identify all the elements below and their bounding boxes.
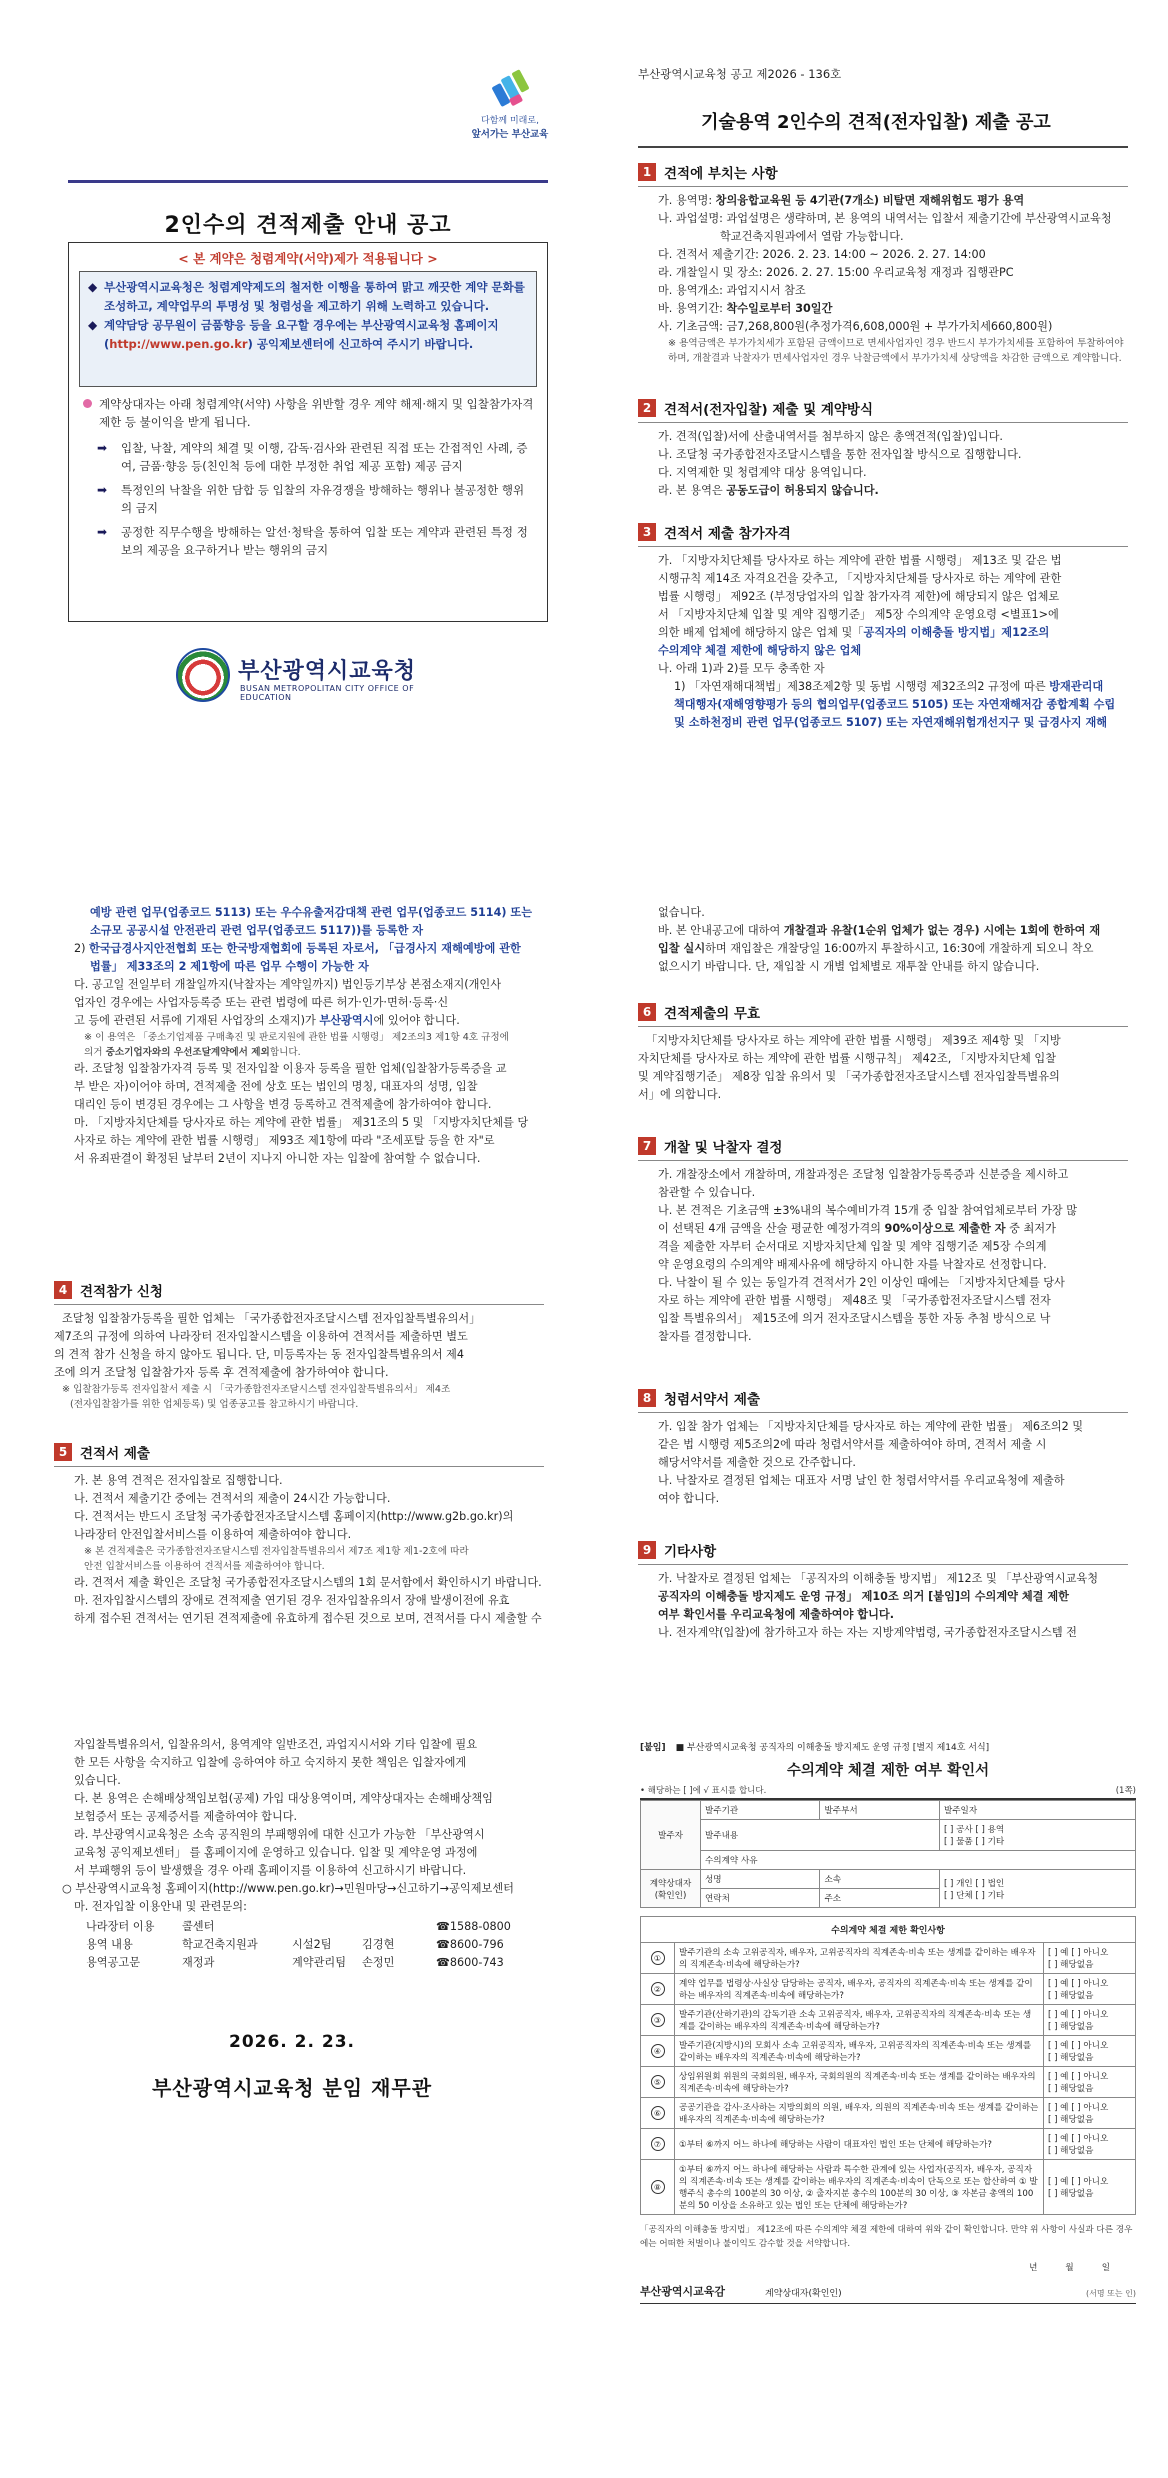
section-9 [638,1540,1128,1642]
s6-line: 서」에 의합니다. [638,1088,722,1101]
checklist-options[interactable]: [ ] 예 [ ] 아니오 [ ] 해당없음 [1044,1943,1136,1974]
s3-item-da: 다. 공고일 전일부터 개찰일까지(낙찰자는 계약일까지) 법인등기부상 본점소재지(개인사 [74,978,502,991]
s3-line: 법률」 제33조의 2 제1항에 따른 업무 수행이 가능한 자 [90,960,369,973]
section-title: 개찰 및 낙찰자 결정 [664,1140,783,1156]
task-description: 나. 과업설명: 과업설명은 생략하며, 본 용역의 내역서는 입찰서 제출기간에 부산광역시교육청 [658,212,1112,225]
checklist-row: ② 계약 업무를 법령상·사실상 담당하는 공직자, 배우자, 공직자의 직계존속·비속 또는 생계를 같이하는 배우자의 직계존속·비속에 해당하는가? [ ] 예 [ ] 아니오 [ ] 해당없음 [641,1974,1136,2005]
s7-line: 나. 본 견적은 기초금액 ±3%내의 복수예비가격 15개 중 입찰 참여업체로부터 가장 많 [658,1204,1078,1217]
s6-line: 「지방자치단체를 당사자로 하는 계약에 관한 법률 시행령」 제39조 제4항 및 「지방 [646,1034,1061,1047]
attachment-tag: [붙임] [640,1743,666,1753]
cover-title: 2인수의 견적제출 안내 공고 [164,213,452,238]
s9-line: 여부 확인서를 우리교육청에 제출하여야 합니다. [658,1608,894,1621]
s9-line: 한 모든 사항을 숙지하고 입찰에 응하여야 하고 숙지하지 못한 책임은 입찰자에게 [74,1756,467,1769]
pledge-lead: 계약상대자는 아래 청렴계약(서약) 사항을 위반할 경우 계약 해제·해지 및 입찰참가자격 제한 등 불이익을 받게 됩니다. [83,395,535,431]
s9-item-da: 보험증서 또는 공제증서를 제출하여야 합니다. [74,1810,298,1823]
contractor-label: 계약상대자 (확인인) [641,1870,701,1908]
checklist-row: ⑧ ①부터 ⑥까지 어느 하나에 해당하는 사람과 특수한 관계에 있는 사업자(공직자, 배우자, 공직자의 직계존속·비속 또는 생계를 같이하는 배우자의 직계존속·비속이 단독으로 또는 합산하여 ① 발행주식 총수의 100분의 30 이상, ② 출자지분 총수의 100분의 30 이상, ③ 자본금 총액의 100분의 50 이상을 소유하고 있는 법인 또는 단체에 해당하는가? [ ] 예 [ ] 아니오 [ ] 해당없음 [641,2160,1136,2215]
s3-line: 의한 배제 업체에 해당하지 않은 업체 및「공직자의 이해충돌 방지법」제12조의 [658,626,1050,639]
s3-line: 시행규칙 제14조 자격요건을 갖추고, 「지방자치단체를 당사자로 하는 계약에 관한 [658,572,1062,585]
s9-item-da: 다. 본 용역은 손해배상책임보험(공제) 가입 대상용역이며, 계약상대자는 손해배상책임 [74,1792,493,1805]
s8-line: 여야 합니다. [658,1492,720,1505]
checklist-row: ① 발주기관의 소속 고위공직자, 배우자, 고위공직자의 직계존속·비속 또는 생계를 같이하는 배우자의 직계존속·비속에 해당하는가? [ ] 예 [ ] 아니오 [ ] 해당없음 [641,1943,1136,1974]
contact-row: 용역공고문 재정과 계약관리팀 손정민 ☎8600-743 [86,1956,504,1969]
arrow-bullet-icon: ➡ [97,525,108,539]
field-orderer-agency[interactable]: 발주기관 [701,1801,820,1820]
s2-item-da: 다. 지역제한 및 청렴계약 대상 용역입니다. [658,466,867,479]
s7-line: 참관할 수 있습니다. [658,1186,756,1199]
s3-line: 나. 아래 1)과 2)를 모두 충족한 자 [658,662,825,675]
section-7 [638,1136,1128,1346]
s6-line: 및 계약집행기준」 제8장 입찰 유의서 및 「국가종합전자조달시스템 전자입찰특별유의 [638,1070,1060,1083]
section-6 [638,1002,1128,1104]
checklist-options[interactable]: [ ] 예 [ ] 아니오 [ ] 해당없음 [1044,2067,1136,2098]
slogan-mark-icon [490,66,530,110]
section-title: 견적에 부치는 사항 [664,166,778,182]
contact-table [86,1918,511,1972]
section-title: 청렴서약서 제출 [664,1392,760,1408]
s3-line: 책대행자(재해영향평가 등의 협의업무(업종코드 5105) 또는 자연재해저감 종합계획 수립 [674,698,1116,711]
s3-item-ra: 대리인 등이 변경된 경우에는 그 사항을 변경 등록하고 견적제출에 참가하여야 합니다. [74,1098,492,1111]
s3-line: 소규모 공공시설 안전관리 관련 업무(업종코드 5117))를 등록한 자 [90,924,424,937]
vat-note-cont: 하며, 개찰결과 낙찰자가 면세사업자인 경우 낙찰금액에서 부가가치세 상당액을 차감한 금액으로 계약합니다. [668,353,1122,364]
s8-line: 나. 낙찰자로 결정된 업체는 대표자 서명 날인 한 청렴서약서를 우리교육청에 제출하 [658,1474,1065,1487]
s3-line: 법률 시행령」 제92조 (부정당업자의 입찰 참가자격 제한)에 해당되지 않은 업체로 [658,590,1060,603]
s4-line: 제7조의 규정에 의하여 나라장터 전자입찰시스템을 이용하여 견적서를 제출하면 별도 [54,1330,468,1343]
checklist-row: ⑦ ①부터 ⑥까지 어느 하나에 해당하는 사람이 대표자인 법인 또는 단체에 해당하는가? [ ] 예 [ ] 아니오 [ ] 해당없음 [641,2129,1136,2160]
section-number: 5 [54,1443,72,1461]
s7-line: 이 선택된 4개 금액을 산술 평균한 예정가격의 90%이상으로 제출한 자 중 최저가 [658,1222,1056,1235]
form-signature [640,2283,1136,2304]
sme-note: ※ 이 용역은 「중소기업제품 구매촉진 및 판로지원에 관한 법률 시행령」 제2조의3 제1항 4호 규정에 [84,1032,509,1043]
field-contractor-affiliation[interactable]: 소속 [820,1870,939,1889]
section-8 [638,1388,1128,1508]
section-number: 1 [638,163,656,181]
checklist-options[interactable]: [ ] 예 [ ] 아니오 [ ] 해당없음 [1044,2129,1136,2160]
s9-item-ra: 서 부패행위 등이 발생했을 경우 아래 홈페이지를 이용하여 신고하시기 바랍니다. [74,1864,467,1877]
s5-line: 마. 전자입찰시스템의 장애로 견적제출 연기된 경우 전자입찰유의서 장애 발생이전에 유효 [74,1594,510,1607]
checklist-title: 수의계약 체결 제한 확인사항 [641,1917,1136,1943]
field-order-content[interactable]: 발주내용 [701,1820,940,1851]
signatory: 부산광역시교육청 분임 재무관 [151,2076,433,2100]
s3-item-ra: 라. 조달청 입찰참가자격 등록 및 전자입찰 이용자 등록을 필한 업체(입찰참가등록증을 교 [74,1062,507,1075]
form-addressee: 부산광역시교육감 [640,2285,726,2298]
s4-note: (전자입찰참가를 위한 업체등록) 및 업종공고를 참고하시기 바랍니다. [70,1399,359,1410]
confirmation-form [640,1740,1136,2304]
notice-paragraph-2: ◆ 계약담당 공무원이 금품향응 등을 요구할 경우에는 부산광역시교육청 홈페이지(http://www.pen.go.kr) 공익제보센터에 신고하여 주시기 바랍니다. [88,318,499,351]
announcement-title: 기술용역 2인수의 견적(전자입찰) 제출 공고 [701,112,1051,133]
section-3 [638,522,1128,732]
s7-line: 찰자를 결정합니다. [658,1330,752,1343]
s3-item-ma: 서 유죄판결이 확정된 날부터 2년이 지나지 아니한 자는 입찰에 참여할 수 없습니다. [74,1152,481,1165]
form-date[interactable]: 년 월 일 [1029,2263,1110,2273]
s3-line: 및 소하천정비 관련 업무(업종코드 5107) 또는 자연재해위험개선지구 및 급경사지 재해 [674,716,1108,729]
section-number: 6 [638,1003,656,1021]
s5-line: 나. 견적서 제출기간 중에는 견적서의 제출이 24시간 가능합니다. [74,1492,391,1505]
s5-line: 나라장터 안전입찰서비스를 이용하여 제출하여야 합니다. [74,1528,352,1541]
section-2 [638,398,1128,500]
announcement-page-2-left [0,860,584,1680]
section-1 [638,162,1128,366]
title-divider [638,146,1128,148]
s9-item-ma: 마. 전자입찰 이용안내 및 관련문의: [74,1900,247,1913]
s5-note: ※ 본 견적제출은 국가종합전자조달시스템 전자입찰특별유의서 제7조 제1항 제1-2호에 따라 [84,1546,469,1557]
section-number: 3 [638,523,656,541]
field-orderer-dept[interactable]: 발주부서 [820,1801,939,1820]
vat-note: ※ 용역금액은 부가가치세가 포함된 금액이므로 면세사업자인 경우 반드시 부가가치세를 포함하여 투찰하여야 [668,338,1124,349]
s3-item-da: 고 등에 관련된 서류에 기재된 사업장의 소재지)가 부산광역시에 있어야 합니다. [74,1014,460,1027]
form-title: 수의계약 체결 제한 여부 확인서 [786,1763,990,1779]
s8-line: 가. 입찰 참가 업체는 「지방자치단체를 당사자로 하는 계약에 관한 법률」 제6조의2 및 [658,1420,1084,1433]
s5-line: 하게 접수된 견적서는 연기된 견적제출에 유효하게 접수된 것으로 보며, 견적서를 다시 제출할 수 [74,1612,542,1625]
service-locations: 마. 용역개소: 과업지시서 참조 [658,284,806,297]
checklist-options[interactable]: [ ] 예 [ ] 아니오 [ ] 해당없음 [1044,1974,1136,2005]
checklist-options[interactable]: [ ] 예 [ ] 아니오 [ ] 해당없음 [1044,2098,1136,2129]
form-regulation: ■ 부산광역시교육청 공직자의 이해충돌 방지제도 운영 규정 [별지 제14호 서식] [675,1743,990,1753]
form-signer: 계약상대자(확인인) [765,2289,842,2299]
cover-page [0,0,584,860]
s5-item-ba: 없으시기 바랍니다. 단, 재입찰 시 개별 업체별로 재투찰 안내를 하지 않습니다. [658,960,1040,973]
s6-line: 자치단체를 당사자로 하는 계약에 관한 법률 시행규칙」 제42조, 「지방자치단체 입찰 [638,1052,1057,1065]
form-header [640,1740,1136,1753]
s7-line: 약 운영요령의 수의계약 배제사유에 해당하지 아니한 자를 낙찰자로 선정합니다. [658,1258,1047,1271]
pledge-list [83,395,535,565]
s5-item-ba: 바. 본 안내공고에 대하여 개찰결과 유찰(1순위 업체가 없는 경우) 시에는 1회에 한하여 재 [658,924,1101,937]
org-name-en: BUSAN METROPOLITAN CITY OFFICE OF EDUCATION [240,684,415,702]
s4-note: ※ 입찰참가등록 전자입찰서 제출 시 「국가종합전자조달시스템 전자입찰특별유의서」 제4조 [62,1384,451,1395]
section-number: 7 [638,1137,656,1155]
s5-line: 가. 본 용역 견적은 전자입찰로 집행합니다. [74,1474,283,1487]
checklist-row: ⑥ 공공기관을 감사·조사하는 지방의회의 의원, 배우자, 의원의 직계존속·비속 또는 생계를 같이하는 배우자의 직계존속·비속에 해당하는가? [ ] 예 [ ] 아니오 [ ] 해당없음 [641,2098,1136,2129]
section-number: 4 [54,1281,72,1299]
s3-item-ra: 부 받은 자)이어야 하며, 견적제출 전에 상호 또는 법인의 명칭, 대표자의 성명, 입찰 [74,1080,478,1093]
field-contractor-name[interactable]: 성명 [701,1870,820,1889]
s3-line: 예방 관련 업무(업종코드 5113) 또는 우수유출저감대책 관련 업무(업종코드 5114) 또는 [90,906,532,919]
checklist-table [640,1916,1136,2215]
form-declaration: 「공직자의 이해충돌 방지법」 제12조에 따른 수의계약 체결 제한에 대하여 위와 같이 확인합니다. 만약 위 사항이 사실과 다른 경우에는 어떠한 처벌이나 불이익도 감수할 것을 서약합니다. [640,2225,1133,2249]
pink-bullet-icon [83,399,92,408]
s3-line: 수의계약 체결 제한에 해당하지 않은 업체 [658,644,862,657]
s5-note: 안전 입찰서비스를 이용하여 견적서를 제출하여야 합니다. [84,1561,325,1572]
s3-item-ma: 마. 「지방자치단체를 당사자로 하는 계약에 관한 법률」 제31조의 5 및 「지방자치단체를 당 [74,1116,529,1129]
s9-line: 있습니다. [74,1774,121,1787]
s7-line: 자로 하는 계약에 관한 법률 시행령」 제48조 및 「국가종합전자조달시스템 전자 [658,1294,1051,1307]
field-contractor-phone[interactable]: 연락처 [701,1889,820,1908]
party-table [640,1800,1136,1908]
s2-item-ga: 가. 견적(입찰)서에 산출내역서를 첨부하지 않은 총액견적(입찰)입니다. [658,430,1003,443]
notice-paragraph-1: ◆ 부산광역시교육청은 청렴계약제도의 철저한 이행을 통하여 맑고 깨끗한 계약 문화를 조성하고, 계약업무의 투명성 및 청렴성을 제고하기 위해 노력하고 있습니다. [88,280,525,313]
service-period: 바. 용역기간: 착수일로부터 30일간 [658,302,833,315]
cover-box [68,242,548,622]
s5-continued [638,904,1128,976]
service-name: 가. 용역명: 창의융합교육원 등 4기관(7개소) 비탈면 재해위험도 평가 용역 [658,194,1025,207]
s9-line: 공직자의 이해충돌 방지제도 운영 규정」 제10조 의거 [붙임]의 수의계약 체결 제한 [658,1590,1069,1603]
section-4 [54,1280,544,1412]
section-title: 견적참가 신청 [80,1284,163,1300]
s9-item-ra: 교육청 공익제보센터」 를 홈페이지에 운영하고 있습니다. 입찰 및 계약운영 과정에 [74,1846,478,1859]
s9-continued [54,1736,544,1916]
s7-line: 격을 제출한 자부터 순서대로 지방자치단체 입찰 및 계약 집행기준 제5장 수의계 [658,1240,1047,1253]
s3-item-da: 업자인 경우에는 사업자등록증 또는 관련 법령에 따른 허가·인가·면허·등록·신 [74,996,449,1009]
s3-line: 가. 「지방자치단체를 당사자로 하는 계약에 관한 법률 시행령」 제13조 및 같은 법 [658,554,1062,567]
contractor-type-checkboxes[interactable]: [ ] 개인 [ ] 법인 [ ] 단체 [ ] 기타 [939,1870,1135,1908]
integrity-notice-box [79,271,537,387]
s5-line: 라. 견적서 제출 확인은 조달청 국가종합전자조달시스템의 1회 문서함에서 확인하시기 바랍니다. [74,1576,542,1589]
s9-line: 가. 낙찰자로 결정된 업체는 「공직자의 이해충돌 방지법」 제12조 및 「부산광역시교육청 [658,1572,1098,1585]
cover-divider [68,180,548,183]
section-title: 견적서(전자입찰) 제출 및 계약방식 [664,402,874,418]
s7-line: 가. 개찰장소에서 개찰하며, 개찰과정은 조달청 입찰참가등록증과 신분증을 제시하고 [658,1168,1069,1181]
section-title: 견적제출의 무효 [664,1006,760,1022]
s5-line: 다. 견적서는 반드시 조달청 국가종합전자조달시스템 홈페이지(http://www.g2b.go.kr)의 [74,1510,514,1523]
emblem-icon [176,648,230,702]
s3-item-ma: 사자로 하는 계약에 관한 법률 시행령」 제93조 제1항에 따라 "조세포탈 등을 한 자"로 [74,1134,495,1147]
announcement-page-2-right [584,860,1168,1680]
checklist-options[interactable]: [ ] 예 [ ] 아니오 [ ] 해당없음 [1044,2036,1136,2067]
s8-line: 같은 법 시행령 제5조의2에 따라 청렴서약서를 제출하여야 하며, 견적서 제출 시 [658,1438,1047,1451]
sme-note: 의거 중소기업자와의 우선조달계약에서 제외합니다. [84,1047,301,1058]
s4-line: 조에 의거 조달청 입찰참가자 등록 후 견적제출에 참가하여야 합니다. [54,1366,389,1379]
s4-line: 의 견적 참가 신청을 하지 않아도 됩니다. 단, 미등록자는 동 전자입찰특별유의서 제4 [54,1348,464,1361]
checklist-row: ⑤ 상임위원회 위원의 국회의원, 배우자, 국회의원의 직계존속·비속 또는 생계를 같이하는 배우자의 직계존속·비속에 해당하는가? [ ] 예 [ ] 아니오 [ ] 해당없음 [641,2067,1136,2098]
s2-item-na: 나. 조달청 국가종합전자조달시스템을 통한 전자입찰 방식으로 집행합니다. [658,448,1022,461]
office-of-education-logo [176,648,436,708]
submission-period: 다. 견적서 제출기간: 2026. 2. 23. 14:00 ~ 2026. 2. 27. 14:00 [658,248,986,261]
document-number: 부산광역시교육청 공고 제2026 - 136호 [638,67,842,81]
s2-item-ra: 라. 본 용역은 공동도급이 허용되지 않습니다. [658,484,879,497]
arrow-bullet-icon: ➡ [97,483,108,497]
announcement-page-3 [0,1680,584,2478]
s3-line: 서 「지방자치단체 입찰 및 계약 집행기준」 제5장 수의계약 운영요령 <별표1>에 [658,608,1059,621]
checklist-options[interactable]: [ ] 예 [ ] 아니오 [ ] 해당없음 [1044,2005,1136,2036]
s3-continued [54,904,544,1168]
section-title: 견적서 제출 [80,1446,150,1462]
pledge-item: ➡ 입찰, 낙찰, 계약의 체결 및 이행, 감독·검사와 관련된 직접 또는 간접적인 사례, 증여, 금품·향응 등(친인척 등에 대한 부정한 취업 제공 포함) 제공 금지 [97,441,528,473]
diamond-bullet-icon: ◆ [88,318,98,332]
s9-item-ra: 라. 부산광역시교육청은 소속 공직원의 부패행위에 대한 신고가 가능한 「부산광역시 [74,1828,485,1841]
checklist-row: ④ 발주기관(지방시)의 모회사 소속 고위공직자, 배우자, 고위공직자의 직계존속·비속 또는 생계를 같이하는 배우자의 직계존속·비속에 해당하는가? [ ] 예 [ ] 아니오 [ ] 해당없음 [641,2036,1136,2067]
report-center-link[interactable]: ○ 부산광역시교육청 홈페이지(http://www.pen.go.kr)→민원마당→신고하기→공익제보센터 [62,1882,514,1895]
diamond-bullet-icon: ◆ [88,280,98,294]
s9-line: 자입찰특별유의서, 입찰유의서, 용역계약 일반조건, 과업지시서와 기타 입찰에 필요 [74,1738,478,1751]
sign-hint[interactable]: (서명 또는 인) [1086,2289,1136,2298]
pledge-item: ➡ 공정한 직무수행을 방해하는 알선·청탁을 통하여 입찰 또는 계약과 관련된 특정 정보의 제공을 요구하거나 받는 행위의 금지 [97,525,528,557]
task-description-cont: 학교건축지원과에서 열람 가능합니다. [720,230,904,243]
s5-item-ba: 입찰 실시하며 재입찰은 개찰당일 16:00까지 투찰하시고, 16:30에 개찰하게 되오니 착오 [658,942,1094,955]
checklist-row: ③ 발주기관(산하기관)의 감독기관 소속 고위공직자, 배우자, 고위공직자의 직계존속·비속 또는 생계를 같이하는 배우자의 직계존속·비속에 해당하는가? [ ] 예 [ ] 아니오 [ ] 해당없음 [641,2005,1136,2036]
s3-line: 1) 「자연재해대책법」제38조제2항 및 동법 시행령 제32조의2 규정에 따른 방재관리대 [674,680,1104,693]
announcement-date: 2026. 2. 23. [228,2032,355,2052]
contact-row: 용역 내용 학교건축지원과 시설2팀 김경현 ☎8600-796 [86,1938,504,1951]
checklist-options[interactable]: [ ] 예 [ ] 아니오 [ ] 해당없음 [1044,2160,1136,2215]
logo-line2: 앞서가는 부산교육 [471,129,549,140]
field-contract-reason[interactable]: 수의계약 사유 [701,1851,1136,1870]
s5-line: 없습니다. [658,906,705,919]
contact-row: 나라장터 이용 콜센터 ☎1588-0800 [86,1920,511,1933]
s8-line: 해당서약서를 제출한 것으로 간주합니다. [658,1456,856,1469]
arrow-bullet-icon: ➡ [97,441,108,455]
form-caption: • 해당하는 [ ]에 √ 표시를 합니다. (1쪽) [640,1784,1136,1800]
cover-subtitle: < 본 계약은 청렴계약(서약)제가 적용됩니다 > [178,251,438,266]
field-contractor-address[interactable]: 주소 [820,1889,939,1908]
pledge-item: ➡ 특정인의 낙찰을 위한 담합 등 입찰의 자유경쟁을 방해하는 행위나 불공정한 행위의 금지 [97,483,525,515]
section-number: 8 [638,1389,656,1407]
section-number: 2 [638,399,656,417]
s3-line: 2) 한국급경사지안전협회 또는 한국방재협회에 등록된 자로서, 「급경사지 재해예방에 관한 [74,942,521,955]
announcement-page-1 [584,0,1168,860]
notice-link[interactable]: http://www.pen.go.kr [109,337,248,351]
opening-time: 라. 개찰일시 및 장소: 2026. 2. 27. 15:00 우리교육청 재정과 집행관PC [658,266,1014,279]
logo-line1: 다함께 미래로, [481,116,539,126]
s9-line: 나. 전자계약(입찰)에 참가하고자 하는 자는 지방계약법령, 국가종합전자조달시스템 전 [658,1626,1077,1639]
field-order-date[interactable]: 발주일자 [939,1801,1135,1820]
order-type-checkboxes[interactable]: [ ] 공사 [ ] 용역 [ ] 물품 [ ] 기타 [939,1820,1135,1851]
s7-line: 다. 낙찰이 될 수 있는 동일가격 견적서가 2인 이상인 때에는 「지방자치단체를 당사 [658,1276,1065,1289]
confirmation-form-page [584,1680,1168,2478]
base-amount: 사. 기초금액: 금7,268,800원(추정가격6,608,000원 + 부가가치세660,800원) [658,320,1053,333]
s4-line: 조달청 입찰참가등록을 필한 업체는 「국가종합전자조달시스템 전자입찰특별유의서」 [62,1312,481,1325]
section-title: 견적서 제출 참가자격 [664,526,791,542]
s7-line: 입찰 특별유의서」 제15조에 의거 전자조달시스템을 통한 자동 추첨 방식으로 낙 [658,1312,1051,1325]
orderer-label: 발주자 [641,1801,701,1870]
section-number: 9 [638,1541,656,1559]
section-5 [54,1442,544,1628]
org-name: 부산광역시교육청 [238,659,417,684]
education-slogan-logo [462,66,558,140]
section-title: 기타사항 [664,1544,717,1560]
